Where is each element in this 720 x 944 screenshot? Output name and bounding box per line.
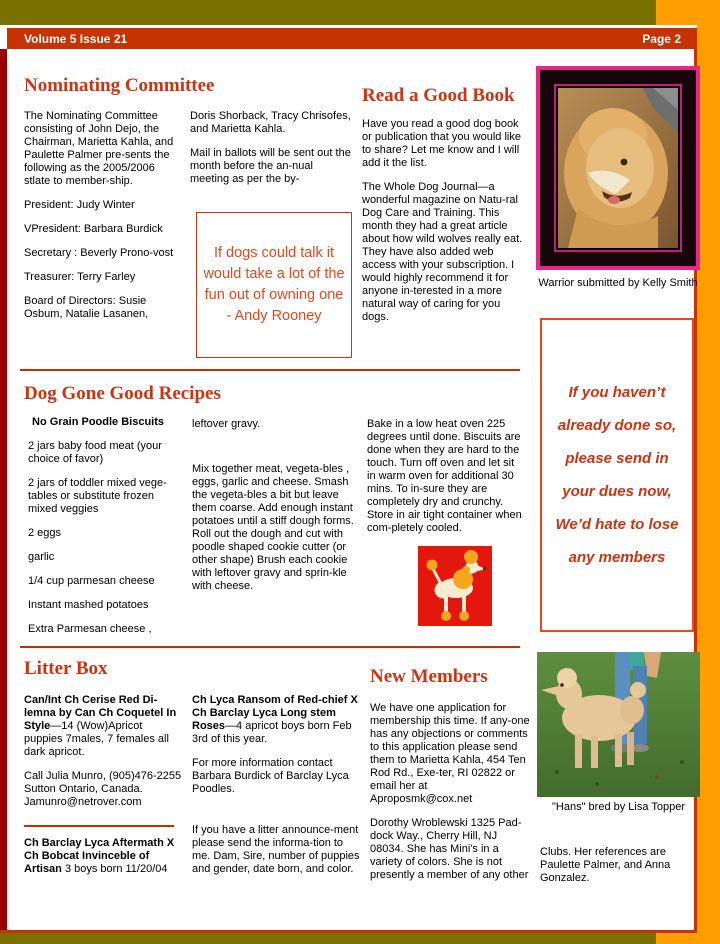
section-divider [20,369,520,371]
members-column [370,702,532,893]
bottom-olive-bar [0,933,656,944]
paragraph: Doris Shorback, Tracy Chrisofes, and Marietta Kahla. [190,110,351,135]
warrior-poodle-portrait [558,88,678,248]
paragraph: Board of Directors: Susie Osbum, Natalie Lasanen, [24,295,149,320]
litter-title-bold: Can/Int Ch Cerise Red Di-lemna by Can Ch Coquetel In Style [24,694,177,732]
dues-reminder-box [540,318,694,632]
hans-caption: "Hans" bred by Lisa Topper [552,801,685,813]
paragraph: President: Judy Winter [24,199,135,211]
paragraph: The Whole Dog Journal—a wonderful magazine on Natu-ral Dog Care and Training. This month they had a great article about how wild wolves really eat. They have also added web access with your subscription. I would highly recommend it for anyone in-terested in a more natural way of caring for you dogs. [362,181,523,323]
paragraph: The Nominating Committee consisting of John Dejo, the Chairman, Marietta Kahla, and Paulette Palmer pre-sents the following as the 2005/2006 stlate to member-ship. [24,110,174,187]
litter-column-2 [192,694,360,887]
nominating-column-2 [190,110,352,197]
quote-text: If dogs could talk it would take a lot of the fun out of owning one - Andy Rooney [203,245,345,324]
recipe-name: No Grain Poodle Biscuits [32,416,165,428]
new-members-title: New Members [370,666,488,687]
poodle-clipart-icon [418,546,492,626]
ingredient: 2 jars baby food meat (your choice of favor) [28,440,162,465]
recipes-column-2 [192,418,354,604]
litter-title-bold: Ch Barclay Lyca Aftermath X Ch Bobcat Invinceble of Artisan [24,837,175,875]
paragraph: Mail in ballots will be sent out the month before the an-nual meeting as per the by- [190,147,351,185]
litter-title-rest: —4 apricot boys born Feb 3rd of this year. [192,720,352,745]
paragraph: Clubs. Her references are Paulette Palmer, and Anna Gonzalez. [540,846,671,884]
paragraph: Have you read a good dog book or publication that you would like to share? Let me know and I will add it the list. [362,118,521,169]
litter-announcement [24,837,182,876]
paragraph: leftover gravy. [192,418,261,430]
frame-inner-black [540,70,696,266]
poodle-clipart-drawing [418,546,492,626]
andy-rooney-quote-box [196,212,352,358]
litter-title-rest: —14 (Wow)Apricot puppies 7males, 7 females all dark apricot. [24,720,169,758]
litter-note: If you have a litter announce-ment please send the informa-tion to me. Dam, Sire, number of puppies and gender, date born, and color. [192,824,360,875]
recipes-title: Dog Gone Good Recipes [24,383,221,404]
litter-divider [24,825,174,827]
top-olive-bar [0,0,656,25]
paragraph: VPresident: Barbara Burdick [24,223,163,235]
right-orange-strip [697,25,720,944]
frame-inner-pink [554,84,682,252]
warrior-photo [558,88,678,248]
bottom-orange-corner [656,933,720,944]
hans-photo [537,652,700,797]
dues-reminder-text: If you haven’t already done so, please send in your dues now, We’d hate to lose any members [555,384,679,566]
litter-title-rest: 3 boys born 11/20/04 [61,863,168,875]
read-book-column [362,118,524,335]
paragraph: Bake in a low heat oven 225 degrees until done. Biscuits are done when they are hard to the touch. Turn off oven and let sit in warm oven for additional 30 mins. To in-sure they are completely dry and crunchy. Store in air tight container when com-pletely cooled. [367,418,522,534]
page-number-label: Page 2 [642,31,681,46]
ingredient: 1/4 cup parmesan cheese [28,575,155,587]
nominating-column-1 [24,110,176,332]
litter-title-bold: Ch Lyca Ransom of Red-chief X Ch Barclay Lyca Long stem Roses [192,694,358,732]
litter-contact: Call Julia Munro, (905)476-2255 Sutton Ontario, Canada. Jamunro@netrover.com [24,770,182,808]
ingredient: Instant mashed potatoes [28,599,149,611]
warrior-caption: Warrior submitted by Kelly Smith [538,277,698,289]
hans-poodle-photo [537,652,700,797]
litter-contact: For more information contact Barbara Burdick of Barclay Lyca Poodles. [192,757,349,795]
paragraph: Dorothy Wroblewski 1325 Pad-dock Way., Cherry Hill, NJ 08034. She has Mini's in a variety of colors. She is not presently a member of any other [370,817,529,881]
ingredient: Extra Parmesan cheese , [28,623,152,635]
recipes-column-3 [367,418,525,546]
recipes-column-1 [28,416,178,647]
volume-issue-label: Volume 5 Issue 21 [24,31,128,46]
nominating-committee-title: Nominating Committee [24,75,215,96]
top-orange-corner [656,0,720,25]
litter-column-1 [24,694,182,887]
read-a-good-book-title: Read a Good Book [362,85,515,106]
members-clubs-note [540,846,700,896]
paragraph: Secretary : Beverly Prono-vost [24,247,174,259]
left-maroon-border [0,49,7,930]
paragraph: Treasurer: Terry Farley [24,271,136,283]
warrior-photo-frame [536,66,700,270]
litter-announcement [24,694,182,759]
masthead-bar [7,28,697,49]
ingredient: 2 eggs [28,527,62,539]
ingredient: garlic [28,551,55,563]
ingredient: 2 jars of toddler mixed vege-tables or substitute frozen mixed veggies [28,477,167,515]
litter-announcement [192,694,360,746]
litter-box-title: Litter Box [24,658,108,679]
paragraph: We have one application for membership this time. If any-one has any objections or comments to this application please send them to Marietta Kahla, 454 Ten Rod Rd., Exe-ter, RI 02822 or email her at Aproposmk@cox.net [370,702,530,805]
paragraph: Mix together meat, vegeta-bles , eggs, garlic and cheese. Smash the vegeta-bles a bit but leave them coarse. Add enough instant potatoes until a stiff dough forms. Roll out the dough and cut with poodle shaped cookie cutter (or other shape) Brush each cookie with leftover gravy and sprin-kle with cheese. [192,463,354,592]
